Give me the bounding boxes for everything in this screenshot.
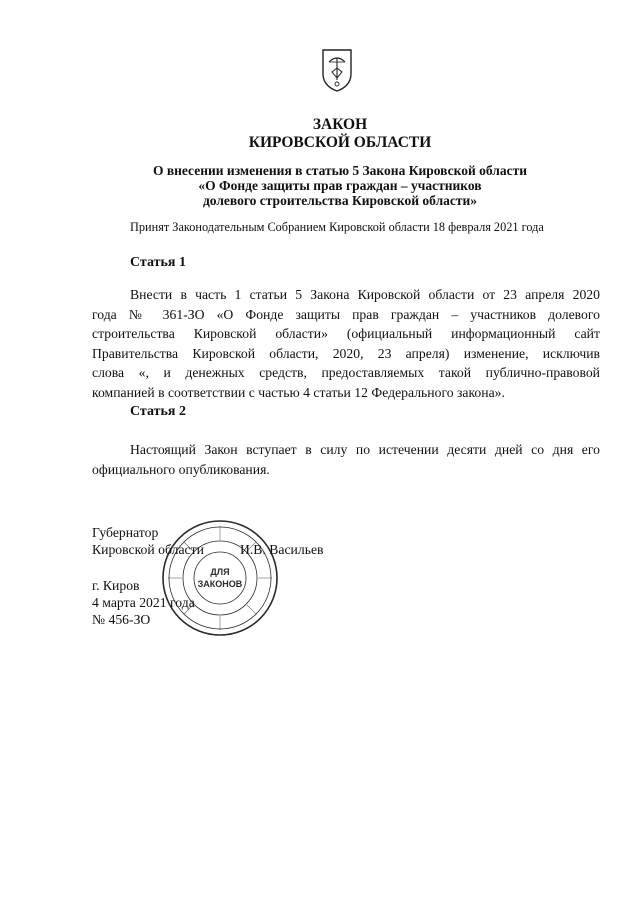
article-1-text: [92, 285, 600, 402]
seal-text-line1: ДЛЯ: [210, 567, 230, 577]
official-seal: [160, 518, 280, 638]
text-line: года № 361-ЗО «О Фонде защиты прав граждан – участников долевого: [92, 306, 600, 322]
subject-line: долевого строительства Кировской области»: [202, 193, 478, 208]
signer-region: Кировской области: [92, 542, 204, 557]
text-line: строительства Кировской области» (официальный информационный сайт: [92, 326, 600, 341]
region-title: КИРОВСКОЙ ОБЛАСТИ: [248, 134, 432, 151]
subject-line: «О Фонде защиты прав граждан – участников: [198, 178, 482, 193]
sign-date: 4 марта 2021 года: [92, 595, 195, 610]
seal-text-line2: ЗАКОНОВ: [197, 579, 243, 589]
article-1-heading: Статья 1: [130, 255, 186, 270]
law-subject: [20, 163, 640, 208]
text-line: Настоящий Закон вступает в силу по истечении десяти дней со дня его: [130, 442, 600, 457]
text-line: компанией в соответствии с частью 4 статьи 12 Федерального закона».: [92, 384, 505, 400]
law-title: ЗАКОН: [312, 116, 368, 133]
subject-line: О внесении изменения в статью 5 Закона Кировской области: [152, 163, 528, 178]
city: г. Киров: [92, 578, 140, 593]
adoption-note: Принят Законодательным Собранием Кировской области 18 февраля 2021 года: [130, 220, 544, 234]
signer-position: Губернатор: [92, 525, 159, 540]
text-line: Правительства Кировской области, 2020, 23 апреля) изменение, исключив: [92, 345, 600, 361]
law-number: № 456-ЗО: [92, 612, 151, 627]
text-line: официального опубликования.: [92, 461, 270, 477]
text-line: Внести в часть 1 статьи 5 Закона Кировской области от 23 апреля 2020: [130, 287, 600, 302]
coat-of-arms-icon: [321, 48, 353, 92]
text-line: слова «, и денежных средств, предоставляемых такой публично-правовой: [92, 365, 600, 380]
article-2-heading: Статья 2: [130, 404, 186, 419]
article-2-text: [92, 440, 600, 479]
signer-name: И.В. Васильев: [240, 542, 324, 557]
